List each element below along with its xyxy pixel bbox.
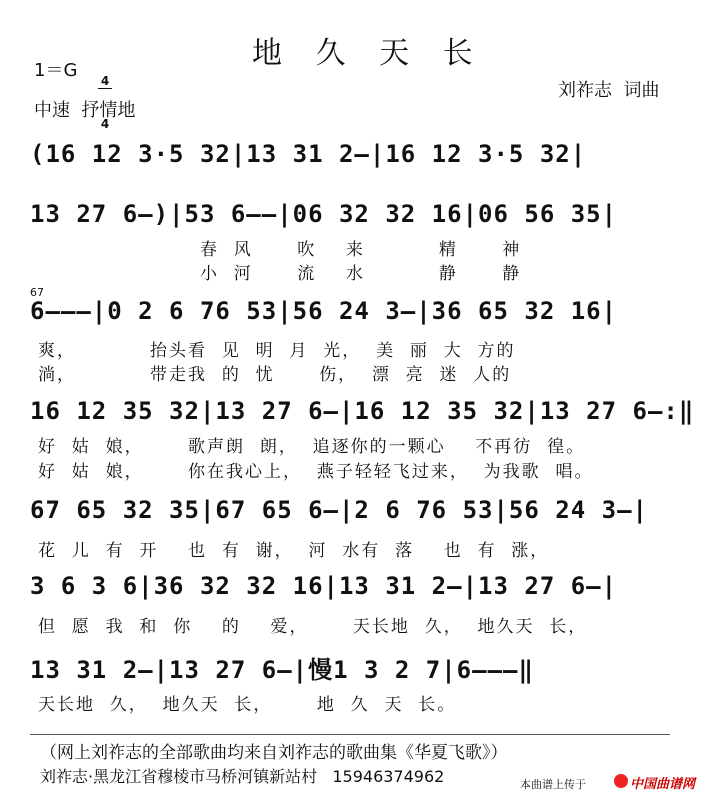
lyrics-row-2-verse-2: 小 河 流 水 静 静 bbox=[200, 264, 522, 284]
lyrics-row-5: 花 儿 有 开 也 有 谢， 河 水有 落 也 有 涨， bbox=[38, 541, 550, 561]
lyrics-row-7: 天长地 久， 地久天 长， 地 久 天 长。 bbox=[38, 695, 457, 715]
lyrics-row-4-verse-2: 好 姑 娘， 你在我心上， 燕子轻轻飞过来， 为我歌 唱。 bbox=[38, 462, 594, 482]
footer-divider bbox=[30, 734, 670, 735]
score-row-2: 13 27 6—)|53 6——|06 32 32 16|06 56 35| bbox=[30, 200, 618, 228]
song-title: 地 久 天 长 bbox=[252, 36, 485, 71]
score-row-3: 6———|0 2 6 76 53|56 24 3—|36 65 32 16| bbox=[30, 297, 618, 325]
contact-info: 刘祚志·黑龙江省穆棱市马桥河镇新站村 15946374962 bbox=[40, 767, 445, 786]
footer-note: （网上刘祚志的全部歌曲均来自刘祚志的歌曲集《华夏飞歌》） bbox=[40, 743, 508, 763]
lyrics-row-4-verse-1: 好 姑 娘， 歌声朗 朗， 追逐你的一颗心 不再彷 徨。 bbox=[38, 437, 586, 457]
lyrics-row-3-verse-2: 淌， 带走我 的 忧 伤， 漂 亮 迷 人的 bbox=[38, 365, 512, 385]
lyrics-row-2-verse-1: 春 风 吹 来 精 神 bbox=[200, 240, 522, 260]
site-logo: 中国曲谱网 bbox=[630, 777, 696, 792]
lyrics-row-3-verse-1: 爽， 抬头看 见 明 月 光， 美 丽 大 方的 bbox=[38, 341, 516, 361]
lyrics-row-6: 但 愿 我 和 你 的 爱， 天长地 久， 地久天 长， bbox=[38, 617, 588, 637]
time-signature-top: 4 bbox=[98, 74, 112, 89]
site-logo-icon bbox=[614, 774, 628, 788]
key-signature: 1＝G bbox=[34, 60, 78, 81]
score-row-5: 67 65 32 35|67 65 6—|2 6 76 53|56 24 3—| bbox=[30, 496, 648, 524]
score-row-1: (16 12 3·5 32|13 31 2—|16 12 3·5 32| bbox=[30, 140, 587, 168]
tempo-marking: 中速 抒情地 bbox=[34, 100, 136, 121]
time-signature-bottom: 4 bbox=[100, 117, 110, 131]
composer-credit: 刘祚志 词曲 bbox=[558, 80, 660, 101]
rehearsal-mark: 67 bbox=[30, 286, 44, 299]
uploader-label: 本曲谱上传于 bbox=[520, 778, 586, 791]
score-row-7: 13 31 2—|13 27 6—|慢1 3 2 7|6———‖ bbox=[30, 656, 534, 684]
score-row-4: 16 12 35 32|13 27 6—|16 12 35 32|13 27 6—:‖ bbox=[30, 397, 695, 425]
score-row-6: 3 6 3 6|36 32 32 16|13 31 2—|13 27 6—| bbox=[30, 572, 618, 600]
